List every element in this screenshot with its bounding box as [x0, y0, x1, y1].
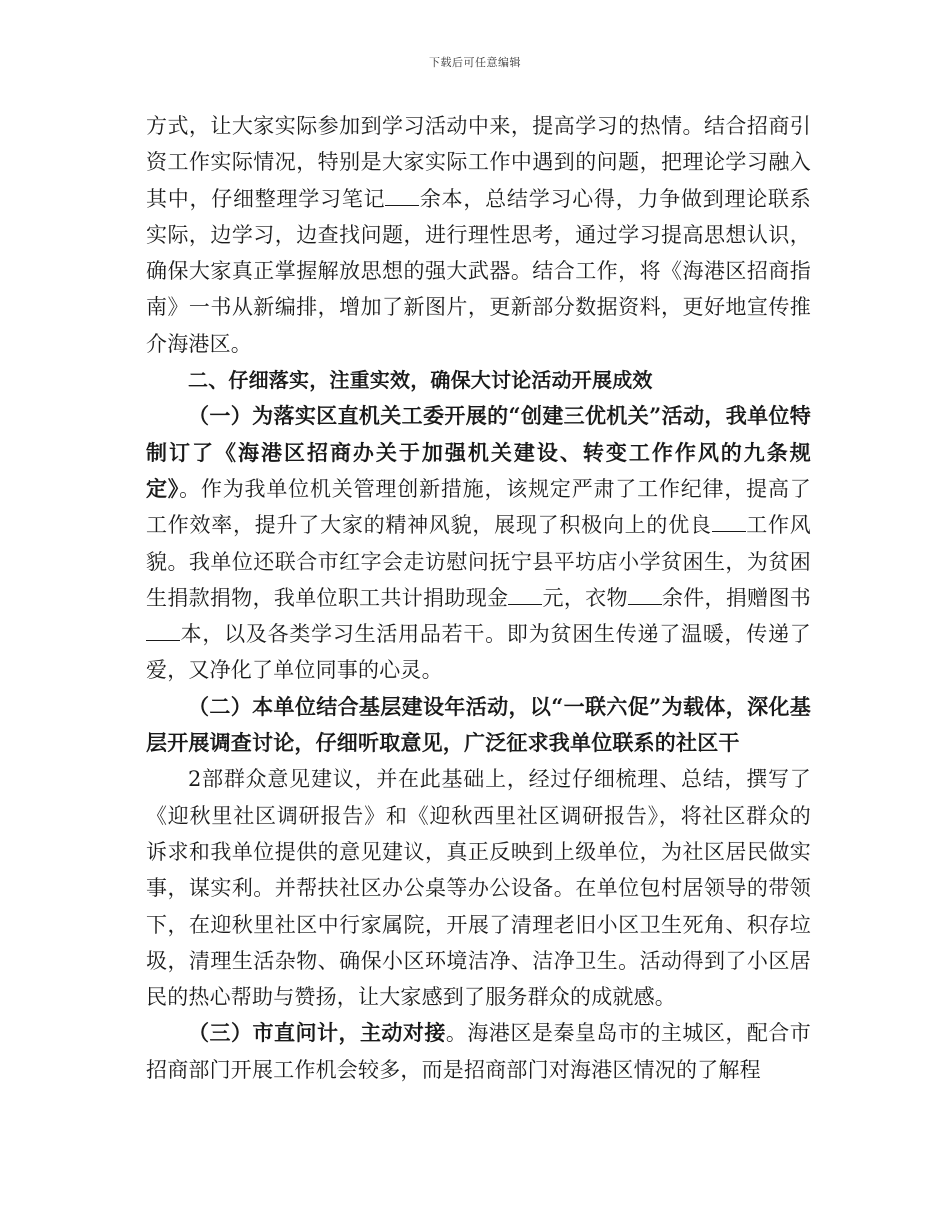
- paragraph-2: [146, 398, 811, 688]
- paragraph-4: 2部群众意见建议，并在此基础上，经过仔细梳理、总结，撰写了《迎秋里社区调研报告》和《迎秋西里社区调研报告》，将社区群众的诉求和我单位提供的意见建议，真正反映到上级单位，为社区居民做实事，谋实利。并帮扶社区办公桌等办公设备。在单位包村居领导的带领下，在迎秋里社区中行家属院，开展了清理老旧小区卫生死角、积存垃圾，清理生活杂物、确保小区环境洁净、洁净卫生。活动得到了小区居民的热心帮助与赞扬，让大家感到了服务群众的成就感。: [146, 767, 811, 1010]
- paragraph-2-text-d: 余件，捐赠图书: [661, 585, 811, 610]
- header-note: 下载后可任意编辑: [429, 56, 521, 69]
- paragraph-5: [146, 1015, 811, 1088]
- paragraph-5-text: 。海港区是秦皇岛市的主城区，配合市招商部门开展工作机会较多，而是招商部门对海港区情况的了解程: [146, 1021, 811, 1082]
- paragraph-1: [146, 108, 811, 362]
- paragraph-1-text-a: 方式，让大家实际参加到学习活动中来，提高学习的热情。结合招商引资工作实际情况，特别是大家实际工作中遇到的问题，把理论学习融入其中，仔细整理学习笔记: [146, 114, 811, 211]
- paragraph-2-text-e: 本，以及各类学习生活用品若干。即为贫困生传递了温暖，传递了爱，又净化了单位同事的心灵。: [146, 622, 811, 683]
- fill-blank: [628, 586, 662, 605]
- fill-blank: [508, 586, 542, 605]
- paragraph-2-text-b: 工作风貌。我单位还联合市红字会走访慰问抚宁县平坊店小学贫困生，为贫困生捐款捐物，我单位职工共计捐助现金: [146, 513, 811, 610]
- fill-blank: [712, 513, 746, 532]
- paragraph-2-lead: （一）为落实区直机关工委开展的“创建三优机关”活动，我单位特制订了《海港区招商办关于加强机关建设、转变工作作风的九条规定》: [146, 403, 811, 501]
- fill-blank: [385, 187, 419, 206]
- document-body: [146, 108, 811, 1088]
- paragraph-2-text-c: 元，衣物: [542, 585, 628, 610]
- fill-blank: [146, 622, 180, 641]
- paragraph-5-lead: （三）市直问计，主动对接: [188, 1020, 446, 1046]
- section-heading: 二、仔细落实，注重实效，确保大讨论活动开展成效: [188, 368, 653, 393]
- paragraph-1-text-b: 余本，总结学习心得，力争做到理论联系实际，边学习，边查找问题，进行理性思考，通过学习提高思想认识，确保大家真正掌握解放思想的强大武器。结合工作，将《海港区招商指南》一书从新编排，增加了新图片，更新部分数据资料，更好地宣传推介海港区。: [146, 186, 811, 356]
- paragraph-3: （二）本单位结合基层建设年活动，以“一联六促”为载体，深化基层开展调查讨论，仔细听取意见，广泛征求我单位联系的社区干: [146, 693, 811, 756]
- paragraph-2-text-a: 。作为我单位机关管理创新措施，该规定严肃了工作纪律，提高了工作效率，提升了大家的精神风貌，展现了积极向上的优良: [146, 476, 811, 538]
